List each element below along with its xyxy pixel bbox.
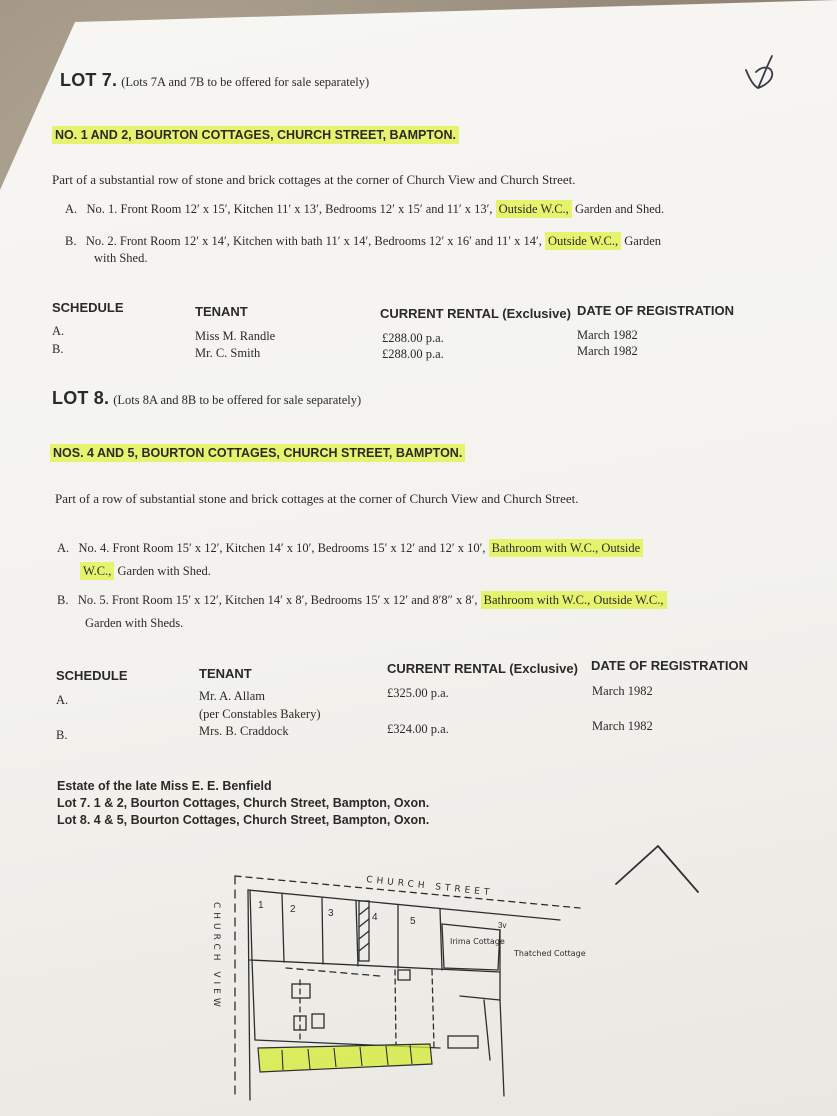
lot7-row-b-date: March 1982 xyxy=(577,344,638,358)
item-text-end: Garden and Shed. xyxy=(574,202,665,216)
lot8-item-a-line2 xyxy=(80,563,211,580)
lot8-row-b-schedule: B. xyxy=(56,728,68,742)
item-highlight: Bathroom with W.C., Outside xyxy=(489,539,644,557)
lot8-subheading: (Lots 8A and 8B to be offered for sale separately) xyxy=(113,393,362,407)
lot8-col-rental: CURRENT RENTAL (Exclusive) xyxy=(387,661,578,676)
lot7-row-b-rental: £288.00 p.a. xyxy=(382,347,444,361)
lot8-heading: LOT 8. xyxy=(52,388,110,408)
lot7-col-date: DATE OF REGISTRATION xyxy=(577,303,734,318)
lot7-address: NO. 1 AND 2, BOURTON COTTAGES, CHURCH STREET, BAMPTON. xyxy=(52,126,459,144)
lot8-row-a-rental: £325.00 p.a. xyxy=(387,686,449,700)
lot8-row-a-date: March 1982 xyxy=(592,684,653,698)
site-plan-sketch xyxy=(200,860,600,1110)
lot7-item-b-line2: with Shed. xyxy=(94,251,148,265)
lot8-row-a-tenant-note: (per Constables Bakery) xyxy=(199,707,321,721)
lot7-row-a-tenant: Miss M. Randle xyxy=(195,329,276,343)
lot8-col-date: DATE OF REGISTRATION xyxy=(591,658,748,673)
item-text: No. 5. Front Room 15′ x 12′, Kitchen 14′ x 8′, Bedrooms 15′ x 12′ and 8′8″ x 8′, xyxy=(77,593,478,607)
lot8-row-a-schedule: A. xyxy=(56,693,69,707)
street-label-top: CHURCH STREET xyxy=(365,875,494,899)
lot8-row-b-date: March 1982 xyxy=(592,719,653,733)
lot7-col-tenant: TENANT xyxy=(195,304,248,319)
highlighted-garden-strip xyxy=(258,1044,432,1072)
lot8-address: NOS. 4 AND 5, BOURTON COTTAGES, CHURCH STREET, BAMPTON. xyxy=(50,444,465,462)
street-label-left: CHURCH VIEW xyxy=(211,902,221,1011)
handwritten-initial xyxy=(742,50,780,96)
lot8-item-b xyxy=(57,592,667,609)
lot8-col-tenant: TENANT xyxy=(199,666,252,681)
lot7-description: Part of a substantial row of stone and brick cottages at the corner of Church View and Church Street. xyxy=(52,172,576,187)
lot7-row-b-tenant: Mr. C. Smith xyxy=(195,346,261,360)
lot8-item-b-line2: Garden with Sheds. xyxy=(85,616,184,630)
lot7-row-b-schedule: B. xyxy=(52,342,64,356)
plot-3v-label: 3v xyxy=(498,921,507,930)
lot7-item-a xyxy=(65,201,664,218)
lot8-row-b-rental: £324.00 p.a. xyxy=(387,722,449,736)
plot-number-4: 4 xyxy=(372,912,378,923)
cottage-label-thatched: Thatched Cottage xyxy=(514,949,586,958)
plot-number-5: 5 xyxy=(410,916,416,927)
item-text: No. 1. Front Room 12′ x 15′, Kitchen 11′ x 13′, Bedrooms 12′ x 15′ and 11′ x 13′, xyxy=(86,202,493,216)
item-letter: A. xyxy=(65,202,78,216)
lot7-heading: LOT 7. xyxy=(60,70,118,90)
item-highlight: W.C., xyxy=(80,562,114,580)
item-highlight: Outside W.C., xyxy=(545,232,621,250)
lot8-description: Part of a row of substantial stone and brick cottages at the corner of Church View and Church Street. xyxy=(55,491,579,506)
plot-number-1: 1 xyxy=(258,900,264,911)
lot7-heading-line xyxy=(60,70,369,91)
lot7-col-rental: CURRENT RENTAL (Exclusive) xyxy=(380,306,571,321)
lot7-subheading: (Lots 7A and 7B to be offered for sale separately) xyxy=(121,75,370,89)
north-arrow-icon xyxy=(610,840,710,900)
lot7-item-b xyxy=(65,233,661,250)
item-letter: A. xyxy=(57,541,70,555)
lot8-heading-line xyxy=(52,388,361,409)
lot7-col-schedule: SCHEDULE xyxy=(52,300,124,315)
item-text-end: Garden xyxy=(624,234,662,248)
estate-line-3: Lot 8. 4 & 5, Bourton Cottages, Church Street, Bampton, Oxon. xyxy=(57,813,430,827)
lot7-row-a-schedule: A. xyxy=(52,324,65,338)
item-text: No. 2. Front Room 12′ x 14′, Kitchen with bath 11′ x 14′, Bedrooms 12′ x 16′ and 11′ x 14′, xyxy=(85,234,542,248)
item-highlight: Bathroom with W.C., Outside W.C., xyxy=(481,591,667,609)
plot-number-3: 3 xyxy=(328,908,334,919)
item-text-end: Garden with Shed. xyxy=(117,564,211,578)
item-letter: B. xyxy=(65,234,77,248)
lot8-row-b-tenant: Mrs. B. Craddock xyxy=(199,724,289,738)
lot8-row-a-tenant: Mr. A. Allam xyxy=(199,689,265,703)
item-text: No. 4. Front Room 15′ x 12′, Kitchen 14′ x 10′, Bedrooms 15′ x 12′ and 12′ x 10′, xyxy=(78,541,486,555)
cottage-label-irima: Irima Cottage xyxy=(450,937,505,946)
estate-line-2: Lot 7. 1 & 2, Bourton Cottages, Church Street, Bampton, Oxon. xyxy=(57,796,430,810)
lot7-row-a-rental: £288.00 p.a. xyxy=(382,331,444,345)
lot7-address-line xyxy=(52,126,459,144)
item-highlight: Outside W.C., xyxy=(496,200,572,218)
estate-line-1: Estate of the late Miss E. E. Benfield xyxy=(57,779,272,793)
lot8-item-a xyxy=(57,540,643,557)
lot7-row-a-date: March 1982 xyxy=(577,328,638,342)
lot8-address-line xyxy=(50,444,465,462)
item-letter: B. xyxy=(57,593,69,607)
lot8-col-schedule: SCHEDULE xyxy=(56,668,128,683)
plot-number-2: 2 xyxy=(290,904,296,915)
